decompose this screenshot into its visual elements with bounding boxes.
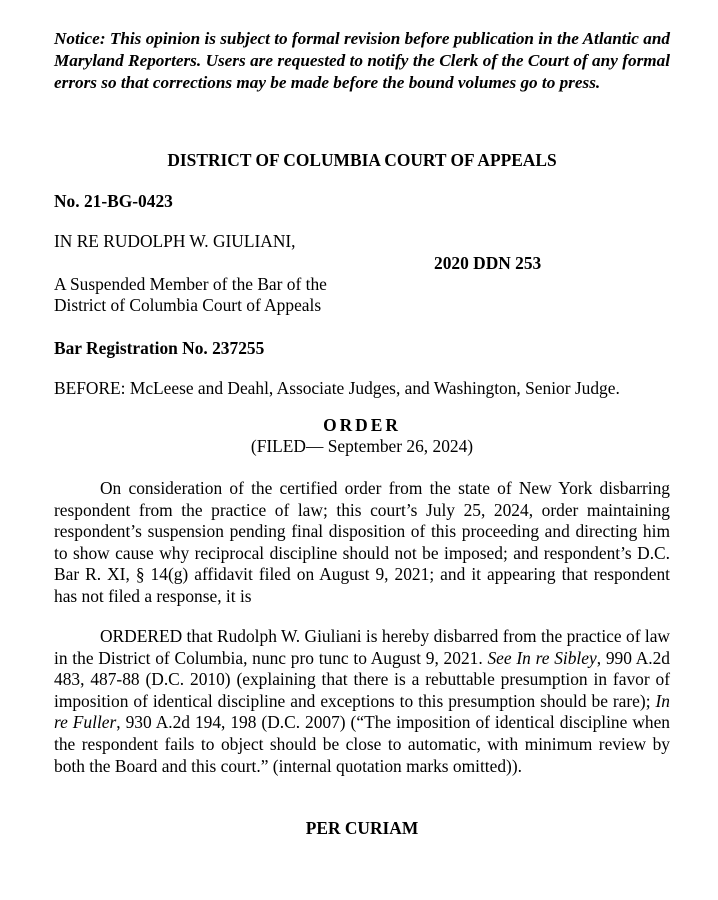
per-curiam-signature: PER CURIAM [305,818,419,838]
respondent-status-line1: A Suspended Member of the Bar of the [54,274,327,294]
court-name: DISTRICT OF COLUMBIA COURT OF APPEALS [167,150,557,170]
case-number: No. 21-BG-0423 [54,191,173,211]
order-title: ORDER [323,415,401,435]
ordered-text-part2: , 990 A.2d 483, 487-88 (D.C. 2010) (explaining that there is a rebuttable presumption in favor of imposition of identical discipline and exceptions to this presumption should be rare); [54,647,671,711]
ordered-text [54,626,670,777]
document-page [54,0,670,900]
ordered-text-part1: ORDERED that Rudolph W. Giuliani is hereby disbarred from the practice of law in the District of Columbia, nunc pro tunc to August 9, 2021. [54,626,670,668]
publication-notice: Notice: This opinion is subject to formal revision before publication in the Atlantic and Maryland Reporters. Users are requested to notify the Clerk of the Court of any formal errors so that corrections may be made before the bound volumes go to press. [54,29,670,92]
consideration-text: On consideration of the certified order from the state of New York disbarring respondent from the practice of law; this court’s July 25, 2024, order maintaining respondent’s suspension pending final disposition of this proceeding and directing him to show cause why reciprocal discipline should not be imposed; and respondent’s D.C. Bar R. XI, § 14(g) affidavit filed on August 9, 2021; and it appearing that respondent has not filed a response, it is [54,478,670,606]
filed-date: (FILED— September 26, 2024) [250,436,474,456]
ordered-text-part3: , 930 A.2d 194, 198 (D.C. 2007) (“The imposition of identical discipline when the respondent fails to object should be close to automatic, with minimum review by both the Board and this court.” (internal quotation marks omitted)). [54,712,670,776]
respondent-status-line2: District of Columbia Court of Appeals [54,295,322,315]
case-caption: IN RE RUDOLPH W. GIULIANI, [54,231,296,251]
citation-sibley: See In re Sibley [487,647,597,668]
ordered-paragraph [54,626,670,777]
respondent-status [54,274,327,316]
citation-fuller: In re Fuller [54,690,670,733]
panel-judges: BEFORE: McLeese and Deahl, Associate Judges, and Washington, Senior Judge. [54,378,620,398]
bar-registration: Bar Registration No. 237255 [54,338,265,358]
ddn-citation: 2020 DDN 253 [434,253,542,273]
consideration-paragraph [54,478,670,608]
